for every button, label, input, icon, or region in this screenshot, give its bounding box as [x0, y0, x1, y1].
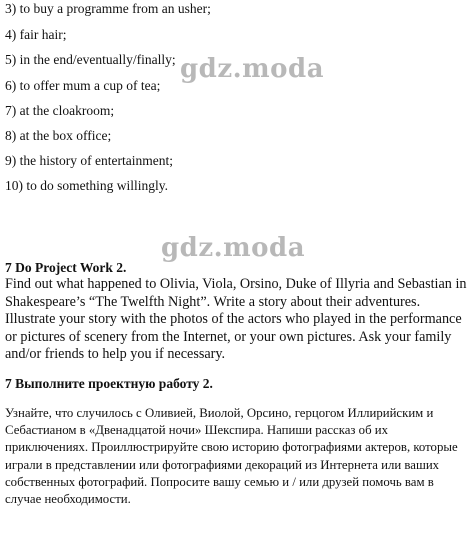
task-heading-en: 7 Do Project Work 2. — [5, 260, 127, 275]
list-item: 3) to buy a programme from an usher; — [5, 1, 211, 16]
task-body-en: Find out what happened to Olivia, Viola, Orsino, Duke of Illyria and Sebastian in Shakespeare’s “The Twelfth Night”. Write a story about their adventures. Illustrate your story with the photos of the actors who played in the performance or pictures of scenery from the Internet, or your own pictures. Ask your family and/or friends to help you if necessary. — [5, 276, 467, 363]
list-item: 5) in the end/eventually/finally; — [5, 52, 176, 67]
list-item: 7) at the cloakroom; — [5, 103, 115, 118]
list-item: 6) to offer mum a cup of tea; — [5, 78, 161, 93]
task-heading-ru: 7 Выполните проектную работу 2. — [5, 376, 213, 391]
list-item: 9) the history of entertainment; — [5, 153, 173, 168]
list-item: 10) to do something willingly. — [5, 178, 168, 193]
list-item: 8) at the box office; — [5, 128, 112, 143]
watermark: gdz.moda — [161, 233, 306, 263]
task-body-ru: Узнайте, что случилось с Оливией, Виолой, Орсино, герцогом Иллирийским и Себастианом в «Двенадцатой ночи» Шекспира. Напиши рассказ об их приключениях. Проиллюстрируйте свою историю фотографиями актеров, которые играли в представлении или фотографиями декораций из Интернета или ваших собственных фотографий. Попросите вашу семью и / или друзей помочь вам в случае необходимости. — [5, 406, 458, 507]
watermark: gdz.moda — [180, 54, 325, 84]
list-item: 4) fair hair; — [5, 27, 67, 42]
